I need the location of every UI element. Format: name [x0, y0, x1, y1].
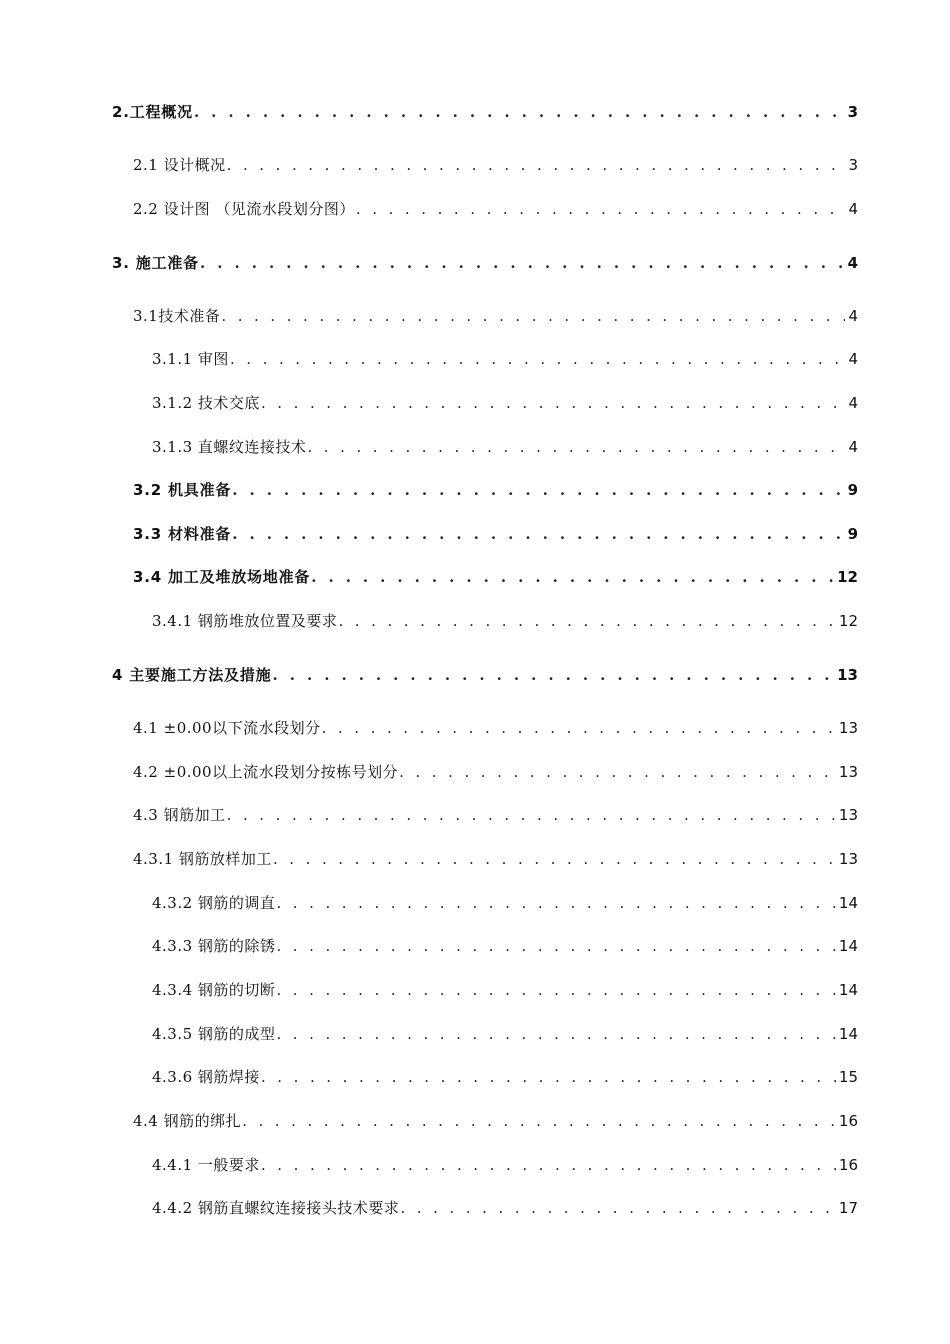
toc-entry-page: 9 — [847, 481, 858, 499]
toc-entry[interactable] — [133, 716, 858, 740]
toc-dot-leader — [322, 716, 836, 740]
toc-dot-leader — [272, 663, 834, 687]
toc-entry[interactable] — [152, 1022, 858, 1046]
toc-entry-title: 3.4 加工及堆放场地准备 — [133, 568, 311, 586]
toc-dot-leader — [227, 153, 846, 177]
toc-dot-leader — [399, 760, 836, 784]
toc-entry[interactable] — [133, 760, 858, 784]
toc-dot-leader — [307, 435, 845, 459]
toc-entry-page: 17 — [838, 1199, 858, 1217]
toc-dot-leader — [356, 197, 846, 221]
toc-entry[interactable] — [133, 478, 858, 502]
toc-dot-leader — [338, 609, 835, 633]
toc-entry-page: 4 — [848, 394, 858, 412]
toc-dot-leader — [276, 1022, 835, 1046]
toc-entry[interactable] — [152, 435, 858, 459]
toc-entry-title: 4.4.2 钢筋直螺纹连接接头技术要求 — [152, 1199, 400, 1217]
toc-entry[interactable] — [152, 391, 858, 415]
toc-entry-title: 2.1 设计概况 — [133, 156, 226, 174]
toc-entry[interactable] — [112, 663, 858, 687]
toc-entry-title: 4.3.6 钢筋焊接 — [152, 1068, 260, 1086]
toc-dot-leader — [227, 803, 836, 827]
toc-entry[interactable] — [152, 1196, 858, 1220]
toc-entry-page: 13 — [838, 850, 858, 868]
toc-dot-leader — [232, 478, 844, 502]
toc-dot-leader — [273, 847, 836, 871]
toc-entry-page: 15 — [838, 1068, 858, 1086]
toc-entry[interactable] — [133, 197, 858, 221]
toc-entry-title: 3.1.1 审图 — [152, 350, 229, 368]
toc-entry[interactable] — [152, 609, 858, 633]
toc-entry-page: 12 — [837, 568, 858, 586]
toc-entry-title: 3. 施工准备 — [112, 254, 199, 272]
toc-dot-leader — [200, 251, 845, 275]
toc-entry-page: 4 — [847, 254, 858, 272]
toc-entry-page: 3 — [847, 103, 858, 121]
toc-entry-page: 14 — [838, 894, 858, 912]
toc-entry[interactable] — [133, 565, 858, 589]
toc-entry-page: 13 — [838, 719, 858, 737]
toc-entry[interactable] — [133, 847, 858, 871]
toc-entry[interactable] — [152, 1153, 858, 1177]
toc-entry-title: 2.工程概况 — [112, 103, 193, 121]
toc-dot-leader — [276, 978, 835, 1002]
toc-entry[interactable] — [133, 1109, 858, 1133]
toc-entry-title: 3.2 机具准备 — [133, 481, 232, 499]
toc-entry-page: 4 — [848, 438, 858, 456]
toc-entry-title: 4 主要施工方法及措施 — [112, 666, 272, 684]
toc-entry-page: 4 — [848, 200, 858, 218]
toc-entry[interactable] — [112, 251, 858, 275]
toc-dot-leader — [261, 391, 846, 415]
toc-entry-title: 4.3 钢筋加工 — [133, 806, 226, 824]
toc-entry[interactable] — [152, 347, 858, 371]
toc-dot-leader — [261, 1153, 836, 1177]
toc-entry-title: 4.2 ±0.00以上流水段划分按栋号划分 — [133, 763, 399, 781]
toc-entry-title: 4.3.1 钢筋放样加工 — [133, 850, 272, 868]
toc-entry-page: 9 — [847, 525, 858, 543]
toc-dot-leader — [400, 1196, 835, 1220]
toc-entry-title: 3.1技术准备 — [133, 307, 221, 325]
toc-entry-title: 4.4.1 一般要求 — [152, 1156, 260, 1174]
toc-entry-title: 3.1.3 直螺纹连接技术 — [152, 438, 307, 456]
toc-entry[interactable] — [133, 803, 858, 827]
toc-dot-leader — [261, 1065, 836, 1089]
toc-entry-page: 4 — [848, 350, 858, 368]
toc-entry-title: 4.4 钢筋的绑扎 — [133, 1112, 242, 1130]
toc-dot-leader — [230, 347, 846, 371]
toc-dot-leader — [276, 934, 835, 958]
toc-entry-page: 12 — [838, 612, 858, 630]
toc-entry-page: 3 — [848, 156, 858, 174]
toc-entry-title: 4.3.3 钢筋的除锈 — [152, 937, 276, 955]
toc-dot-leader — [221, 304, 845, 328]
toc-entry[interactable] — [152, 891, 858, 915]
toc-entry[interactable] — [152, 978, 858, 1002]
toc-entry[interactable] — [152, 1065, 858, 1089]
toc-entry-page: 13 — [838, 806, 858, 824]
toc-entry-page: 4 — [848, 307, 858, 325]
toc-entry-page: 14 — [838, 981, 858, 999]
toc-entry[interactable] — [152, 934, 858, 958]
toc-entry-page: 14 — [838, 937, 858, 955]
toc-entry-title: 4.1 ±0.00以下流水段划分 — [133, 719, 321, 737]
toc-dot-leader — [232, 522, 844, 546]
toc-entry[interactable] — [133, 522, 858, 546]
toc-entry-title: 2.2 设计图 （见流水段划分图） — [133, 200, 355, 218]
toc-entry-title: 3.3 材料准备 — [133, 525, 232, 543]
toc-entry[interactable] — [112, 100, 858, 124]
toc-entry-page: 16 — [838, 1112, 858, 1130]
toc-entry-title: 4.3.4 钢筋的切断 — [152, 981, 276, 999]
toc-entry[interactable] — [133, 304, 858, 328]
toc-entry-title: 4.3.5 钢筋的成型 — [152, 1025, 276, 1043]
toc-entry-page: 13 — [838, 763, 858, 781]
toc-dot-leader — [311, 565, 834, 589]
toc-entry-page: 16 — [838, 1156, 858, 1174]
toc-entry-title: 4.3.2 钢筋的调直 — [152, 894, 276, 912]
toc-entry-title: 3.4.1 钢筋堆放位置及要求 — [152, 612, 338, 630]
toc-entry[interactable] — [133, 153, 858, 177]
toc-dot-leader — [194, 100, 845, 124]
toc-entry-page: 14 — [838, 1025, 858, 1043]
toc-dot-leader — [276, 891, 835, 915]
toc-entry-page: 13 — [837, 666, 858, 684]
toc-entry-title: 3.1.2 技术交底 — [152, 394, 260, 412]
toc-dot-leader — [242, 1109, 836, 1133]
